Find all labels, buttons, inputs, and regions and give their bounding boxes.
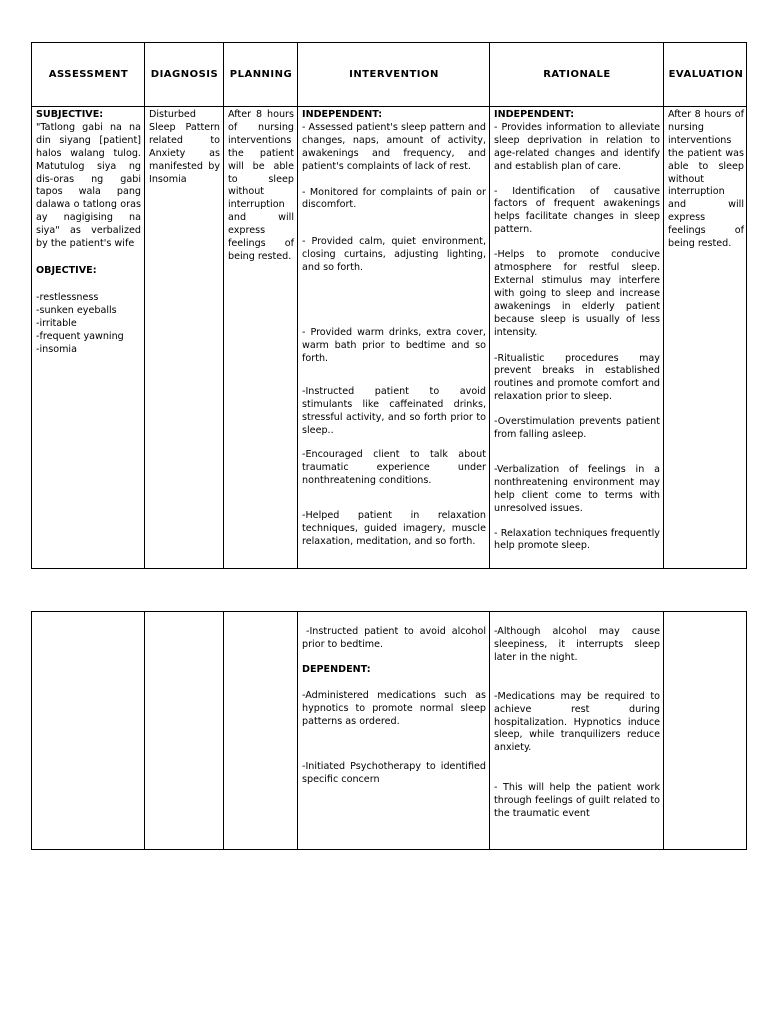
evaluation-column — [664, 612, 748, 849]
objective-item: -sunken eyeballs — [36, 304, 117, 316]
rationale-item: -Overstimulation prevents patient from falling asleep. — [494, 416, 660, 441]
subjective-label: SUBJECTIVE: — [36, 109, 104, 120]
intervention-item: -Instructed patient to avoid alcohol prior to bedtime. — [302, 626, 486, 650]
diagnosis-text: Disturbed Sleep Pattern related to Anxiety as manifested by Insomia — [149, 109, 220, 185]
rationale-independent-label: INDEPENDENT: — [494, 109, 575, 120]
intervention-item: - Provided warm drinks, extra cover, warm bath prior to bedtime and so forth. — [302, 327, 486, 364]
care-plan-table — [31, 42, 747, 569]
intervention-item: -Initiated Psychotherapy to identified specific concern — [302, 761, 486, 786]
header-diagnosis: DIAGNOSIS — [150, 69, 219, 80]
rationale-continuation-cell — [490, 626, 664, 821]
rationale-item: - Relaxation techniques frequently help promote sleep. — [494, 527, 660, 552]
planning-text: After 8 hours of nursing interventions the patient will be able to sleep without interruption and will express feelings of being rested. — [228, 109, 294, 262]
diagnosis-cell — [145, 109, 224, 186]
intervention-continuation-cell — [298, 626, 490, 787]
objective-item: -restlessness — [36, 291, 99, 303]
evaluation-cell — [664, 109, 748, 251]
intervention-item: -Encouraged client to talk about traumatic experience under nonthreatening conditions. — [302, 449, 486, 487]
assessment-cell — [32, 109, 145, 356]
diagnosis-column — [145, 612, 224, 849]
header-planning: PLANNING — [229, 69, 293, 80]
header-evaluation: EVALUATION — [668, 69, 744, 80]
intervention-independent-label: INDEPENDENT: — [302, 109, 383, 120]
header-rationale: RATIONALE — [543, 69, 611, 80]
intervention-cell — [298, 109, 490, 549]
objective-item: -frequent yawning — [36, 330, 124, 342]
subjective-text: "Tatlong gabi na na din siyang [patient] halos walang tulog. Matutulog siya ng dis-oras ng gabi tapos wala pang dalawa o tatlong oras ay nagigising na siya" as verbalized by the patient's wife — [36, 121, 141, 250]
rationale-cell — [490, 109, 664, 553]
header-assessment: ASSESSMENT — [48, 69, 129, 80]
objective-item: -irritable — [36, 317, 77, 329]
rationale-item: -Ritualistic procedures may prevent breaks in established routines and promote comfort and relaxation prior to sleep. — [494, 352, 660, 403]
dependent-label: DEPENDENT: — [302, 663, 371, 675]
rationale-item: - Provides information to alleviate sleep deprivation in relation to age-related changes and identify and establish plan of care. — [494, 121, 660, 172]
intervention-item: - Monitored for complaints of pain or discomfort. — [302, 186, 486, 211]
care-plan-continuation-table — [31, 611, 747, 850]
intervention-item: -Instructed patient to avoid stimulants like caffeinated drinks, stressful activity, and so forth prior to sleep.. — [302, 385, 486, 436]
rationale-item: - This will help the patient work through feelings of guilt related to the traumatic event — [494, 782, 660, 820]
rationale-item: -Verbalization of feelings in a nonthreatening environment may help client come to terms with unresolved issues. — [494, 463, 660, 514]
rationale-item: -Although alcohol may cause sleepiness, it interrupts sleep later in the night. — [494, 626, 660, 663]
intervention-item: -Administered medications such as hypnotics to promote normal sleep patterns as ordered. — [302, 689, 486, 727]
intervention-item: -Helped patient in relaxation techniques, guided imagery, muscle relaxation, meditation, and so forth. — [302, 510, 486, 547]
header-intervention: INTERVENTION — [349, 69, 439, 80]
rationale-item: - Identification of causative factors of frequent awakenings helps facilitate changes in sleep pattern. — [494, 185, 660, 236]
rationale-item: -Helps to promote conducive atmosphere for restful sleep. External stimulus may interfere with going to sleep and increase awakenings in elderly patient because sleep is usually of less intensity. — [494, 249, 660, 338]
rationale-item: -Medications may be required to achieve rest during hospitalization. Hypnotics induce sleep, while tranquilizers reduce anxiety. — [494, 690, 660, 754]
intervention-item: - Provided calm, quiet environment, closing curtains, adjusting lighting, and so forth. — [302, 236, 486, 274]
planning-column — [224, 612, 298, 849]
assessment-column — [32, 612, 145, 849]
planning-cell — [224, 109, 298, 264]
header-row — [32, 43, 746, 107]
evaluation-text: After 8 hours of nursing interventions the patient was able to sleep without interruption and will express feelings of being rested. — [668, 109, 744, 250]
objective-item: -insomia — [36, 343, 77, 355]
objective-label: OBJECTIVE: — [36, 264, 97, 276]
intervention-item: - Assessed patient's sleep pattern and changes, naps, amount of activity, awakenings and frequency, and patient's complaints of lack of rest. — [302, 121, 486, 172]
